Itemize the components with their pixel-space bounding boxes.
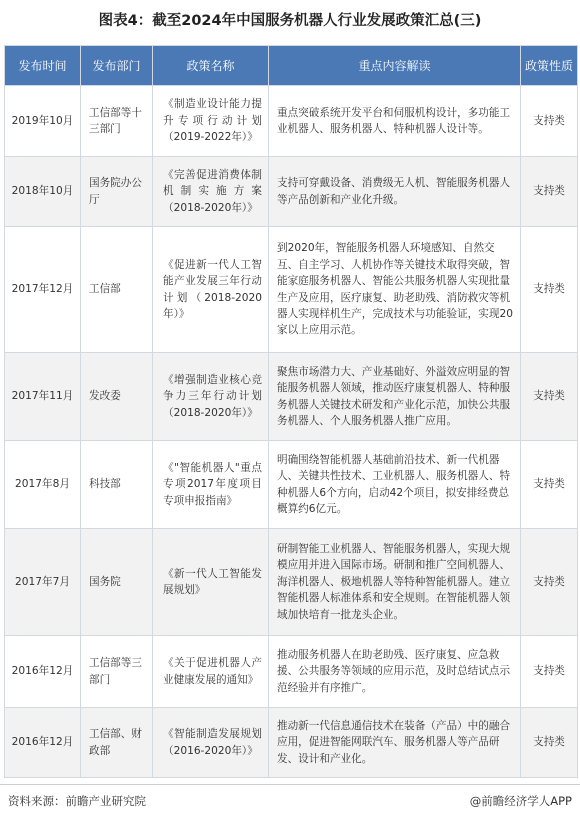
header-type: 政策性质: [521, 46, 578, 86]
cell-date: 2016年12月: [5, 636, 81, 708]
cell-content: 推动新一代信息通信技术在装备（产品）中的融合应用，促进智能网联汽车、服务机器人等产品研发、设计和产业化。: [269, 708, 521, 778]
cell-type: 支持类: [521, 708, 578, 778]
header-content: 重点内容解读: [269, 46, 521, 86]
cell-date: 2019年10月: [5, 86, 81, 157]
cell-content: 研制智能工业机器人、智能服务机器人，实现大规模应用并进入国际市场。研制和推广空间机器人、海洋机器人、极地机器人等特种智能机器人。建立智能机器人标准体系和安全规则。在智能机器人领域加快培育一批龙头企业。: [269, 529, 521, 636]
cell-type: 支持类: [521, 353, 578, 441]
cell-dept: 工信部等三部门: [81, 636, 153, 708]
cell-dept: 工信部、财政部: [81, 708, 153, 778]
cell-name: 《增强制造业核心竞争力三年行动计划（2018-2020年）》: [153, 353, 269, 441]
table-row: [5, 353, 578, 441]
table-row: [5, 86, 578, 157]
table-row: [5, 441, 578, 529]
header-name: 政策名称: [153, 46, 269, 86]
cell-type: 支持类: [521, 441, 578, 529]
cell-name: 《关于促进机器人产业健康发展的通知》: [153, 636, 269, 708]
brand-credit: [468, 793, 572, 809]
cell-content: 重点突破系统开发平台和伺服机构设计，多功能工业机器人、服务机器人、特种机器人设计等。: [269, 86, 521, 157]
table-row: [5, 529, 578, 636]
cell-dept: 工信部: [81, 227, 153, 353]
cell-date: 2017年11月: [5, 353, 81, 441]
table-row: [5, 157, 578, 227]
policy-table: [4, 45, 578, 778]
table-row: [5, 227, 578, 353]
cell-content: 聚焦市场潜力大、产业基础好、外溢效应明显的智能服务机器人领域，推动医疗康复机器人、特种服务机器人关键技术研发和产业化示范，加快公共服务机器人、个人服务机器人推广应用。: [269, 353, 521, 441]
page-title: 图表4：截至2024年中国服务机器人行业发展政策汇总(三): [98, 13, 482, 29]
cell-name: 《完善促进消费体制机制实施方案（2018-2020年）》: [153, 157, 269, 227]
source-note: 资料来源：前瞻产业研究院: [8, 794, 146, 808]
cell-content: 到2020年，智能服务机器人环境感知、自然交互、自主学习、人机协作等关键技术取得突破，智能家庭服务机器人、智能公共服务机器人实现批量生产及应用，医疗康复、助老助残、消防救灾等机器人实现样机生产，完成技术与功能验证，实现20家以上应用示范。: [269, 227, 521, 353]
cell-date: 2016年12月: [5, 708, 81, 778]
cell-name: 《"智能机器人"重点专项2017年度项目专项申报指南》: [153, 441, 269, 529]
policy-table-container: [4, 45, 577, 777]
cell-dept: 科技部: [81, 441, 153, 529]
header-date: 发布时间: [5, 46, 81, 86]
cell-content: 支持可穿戴设备、消费级无人机、智能服务机器人等产品创新和产业化升级。: [269, 157, 521, 227]
cell-dept: 国务院办公厅: [81, 157, 153, 227]
table-row: [5, 636, 578, 708]
cell-content: 明确围绕智能机器人基础前沿技术、新一代机器人、关键共性技术、工业机器人、服务机器人、特种机器人6个方向，启动42个项目，拟安排经费总概算约6亿元。: [269, 441, 521, 529]
table-header-row: [5, 46, 578, 86]
cell-date: 2017年12月: [5, 227, 81, 353]
table-row: [5, 708, 578, 778]
cell-name: 《促进新一代人工智能产业发展三年行动计划（2018-2020年）》: [153, 227, 269, 353]
cell-dept: 国务院: [81, 529, 153, 636]
footer: [0, 784, 580, 814]
cell-type: 支持类: [521, 227, 578, 353]
cell-type: 支持类: [521, 157, 578, 227]
cell-dept: 工信部等十三部门: [81, 86, 153, 157]
cell-name: 《制造业设计能力提升专项行动计划（2019-2022年）》: [153, 86, 269, 157]
cell-type: 支持类: [521, 529, 578, 636]
cell-type: 支持类: [521, 636, 578, 708]
header-dept: 发布部门: [81, 46, 153, 86]
cell-date: 2018年10月: [5, 157, 81, 227]
cell-dept: 发改委: [81, 353, 153, 441]
cell-date: 2017年8月: [5, 441, 81, 529]
cell-date: 2017年7月: [5, 529, 81, 636]
brand-label: @前瞻经济学人APP: [469, 794, 572, 808]
cell-name: 《智能制造发展规划（2016-2020年）》: [153, 708, 269, 778]
cell-type: 支持类: [521, 86, 578, 157]
cell-name: 《新一代人工智能发展规划》: [153, 529, 269, 636]
cell-content: 推动服务机器人在助老助残、医疗康复、应急救援、公共服务等领域的应用示范，及时总结试点示范经验并有序推广。: [269, 636, 521, 708]
